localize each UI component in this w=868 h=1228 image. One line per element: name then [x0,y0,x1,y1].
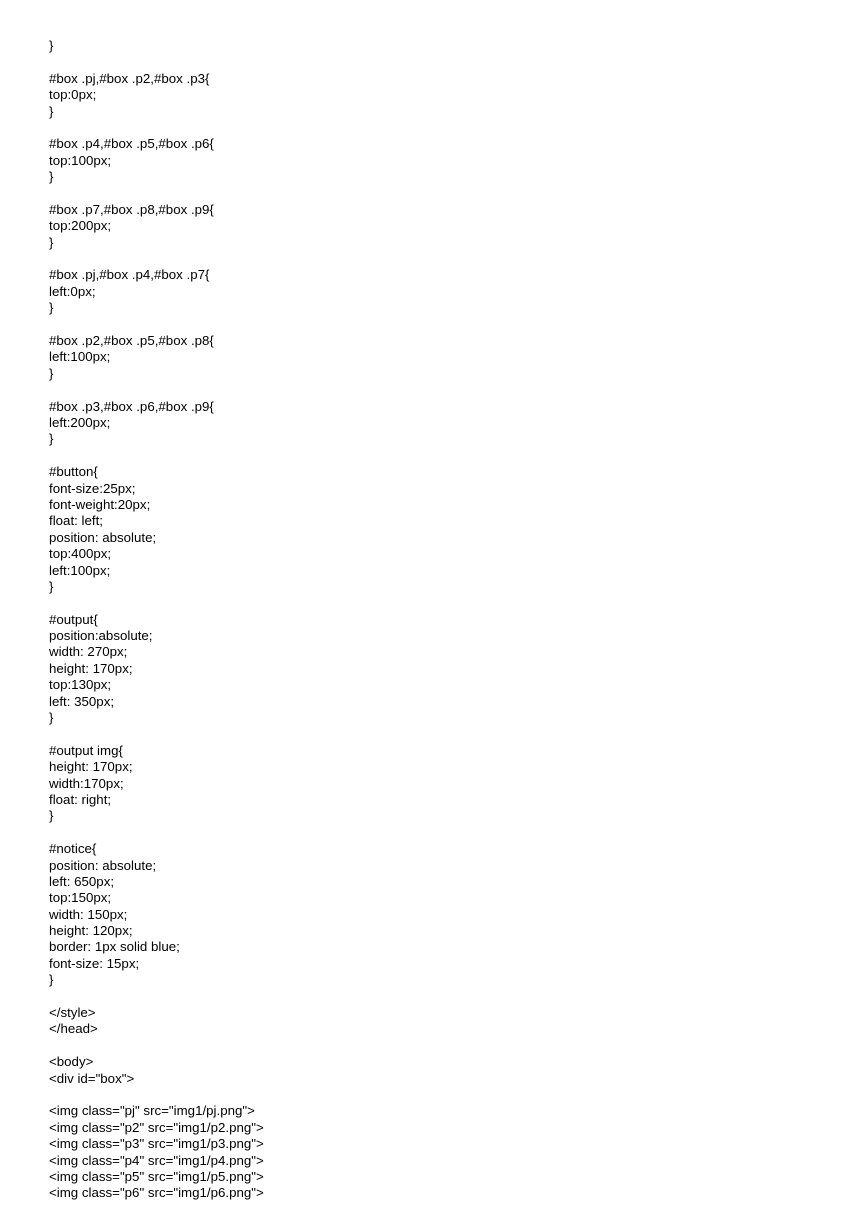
code-line: top:200px; [49,218,112,234]
code-line: } [49,169,54,185]
blank-line [49,120,829,136]
blank-line [49,825,829,841]
blank-line [49,317,829,333]
code-line: font-weight:20px; [49,496,151,512]
code-line: } [49,710,54,726]
code-line: } [49,300,54,316]
code-line: #box .p2,#box .p5,#box .p8{ [49,333,214,349]
code-line: <img class="p6" src="img1/p6.png"> [49,1185,264,1201]
code-line: #box .pj,#box .p2,#box .p3{ [49,70,210,86]
code-line: left:200px; [49,414,111,430]
code-line: width: 270px; [49,644,128,660]
code-line: <div id="box"> [49,1070,135,1086]
code-line: float: right; [49,791,112,807]
code-line: #box .pj,#box .p4,#box .p7{ [49,267,210,283]
code-line: top:400px; [49,546,112,562]
blank-line [49,54,829,70]
code-line: #box .p7,#box .p8,#box .p9{ [49,201,214,217]
blank-line [49,595,829,611]
blank-line [49,186,829,202]
code-line: left:100px; [49,349,111,365]
blank-line [49,448,829,464]
code-line: #output{ [49,611,98,627]
code-line: width: 150px; [49,906,128,922]
code-line: width:170px; [49,775,124,791]
blank-line [49,726,829,742]
code-line: <img class="p2" src="img1/p2.png"> [49,1119,264,1135]
code-line: } [49,365,54,381]
blank-line [49,251,829,267]
code-line: position: absolute; [49,857,157,873]
code-line: <img class="pj" src="img1/pj.png"> [49,1103,255,1119]
code-line: top:130px; [49,677,112,693]
code-line: left: 650px; [49,873,115,889]
code-line: } [49,103,54,119]
code-line: #notice{ [49,841,97,857]
code-line: font-size: 15px; [49,955,140,971]
code-line: font-size:25px; [49,480,136,496]
blank-line [49,382,829,398]
code-line: } [49,578,54,594]
code-line: } [49,808,54,824]
code-line: <img class="p4" src="img1/p4.png"> [49,1152,264,1168]
code-line: position: absolute; [49,529,157,545]
code-line: float: left; [49,513,103,529]
blank-line [49,989,829,1005]
code-line: height: 170px; [49,660,133,676]
code-line: left:100px; [49,562,111,578]
code-line: #button{ [49,464,98,480]
code-line: </style> [49,1005,96,1021]
blank-line [49,1038,829,1054]
code-line: #box .p3,#box .p6,#box .p9{ [49,398,214,414]
code-line: height: 120px; [49,923,133,939]
code-line: </head> [49,1021,98,1037]
code-document [49,38,829,1202]
code-line: <body> [49,1054,94,1070]
code-line: <img class="p3" src="img1/p3.png"> [49,1136,264,1152]
code-line: top:0px; [49,87,97,103]
code-line: #box .p4,#box .p5,#box .p6{ [49,136,214,152]
code-line: left:0px; [49,283,96,299]
code-line: } [49,431,54,447]
blank-line [49,1087,829,1103]
code-line: left: 350px; [49,693,115,709]
code-line: } [49,234,54,250]
code-line: position:absolute; [49,628,153,644]
code-line: border: 1px solid blue; [49,939,180,955]
code-line: } [49,38,54,53]
code-line: height: 170px; [49,759,133,775]
code-line: top:150px; [49,890,112,906]
code-line: } [49,972,54,988]
code-line: #output img{ [49,742,123,758]
code-line: <img class="p5" src="img1/p5.png"> [49,1168,264,1184]
code-line: top:100px; [49,152,112,168]
